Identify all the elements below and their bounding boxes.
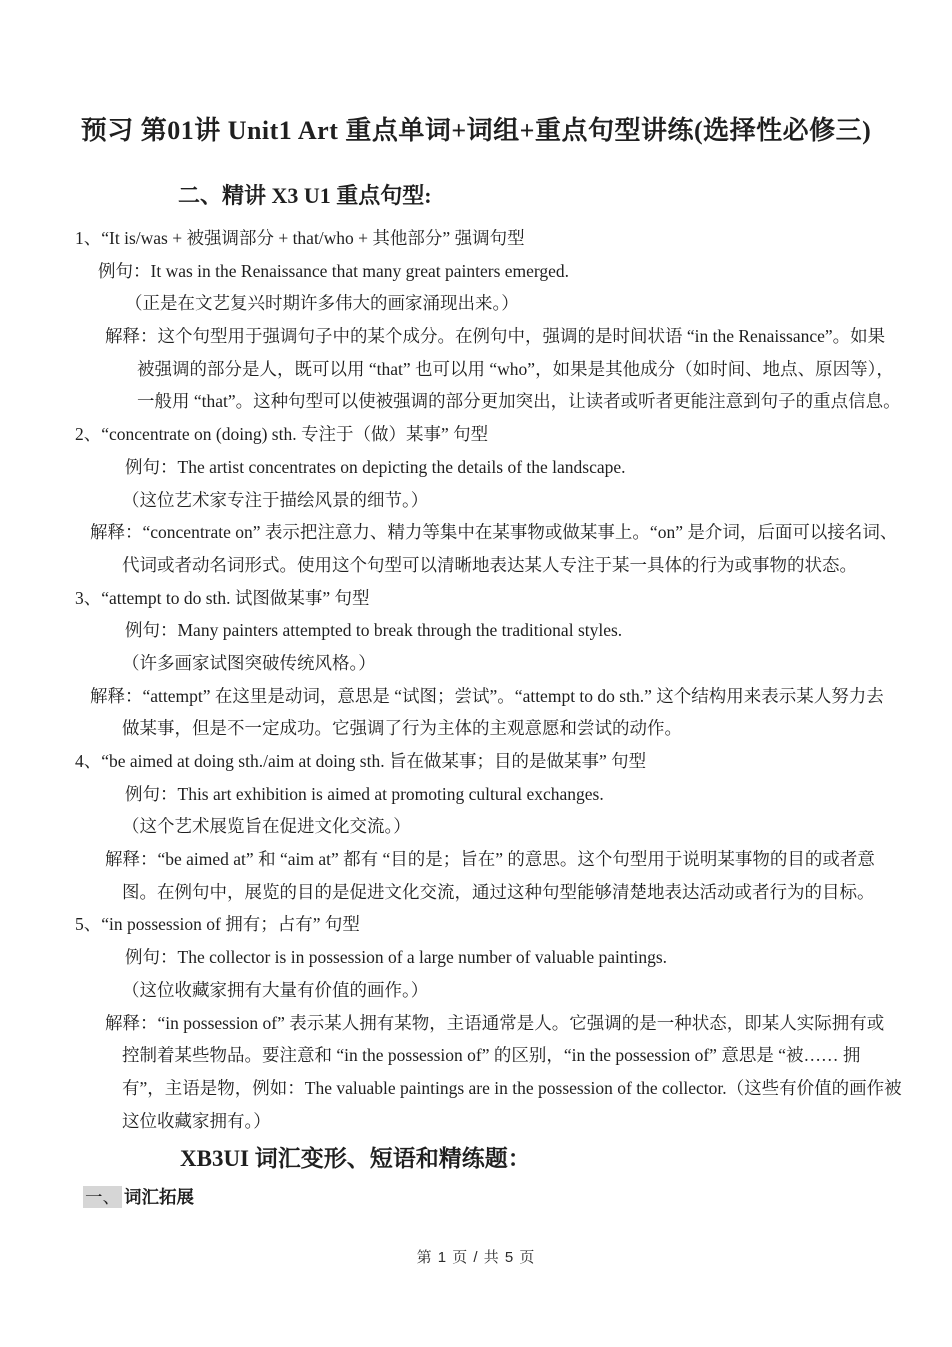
vocab-subsection-heading xyxy=(83,1184,194,1209)
explanation-continuation-line: 控制着某些物品。要注意和 “in the possession of” 的区别，“in the possession of” 意思是 “被…… 拥 xyxy=(122,1045,861,1066)
explanation-continuation-line: 这位收藏家拥有。） xyxy=(122,1110,271,1131)
example-sentence: 例句：This art exhibition is aimed at promoting cultural exchanges. xyxy=(125,783,604,804)
explanation-first-line: 解释：“in possession of” 表示某人拥有某物，主语通常是人。它强调的是一种状态，即某人实际拥有或 xyxy=(105,1012,885,1033)
example-sentence: 例句：The artist concentrates on depicting the details of the landscape. xyxy=(125,456,626,477)
example-translation: （这个艺术展览旨在促进文化交流。） xyxy=(122,816,411,837)
explanation-continuation-line: 做某事，但是不一定成功。它强调了行为主体的主观意愿和尝试的动作。 xyxy=(122,718,682,739)
explanation-first-line: 解释：“concentrate on” 表示把注意力、精力等集中在某事物或做某事上。“on” 是介词，后面可以接名词、 xyxy=(90,522,898,543)
explanation-continuation-line: 被强调的部分是人，既可以用 “that” 也可以用 “who”，如果是其他成分（如时间、地点、原因等）， xyxy=(137,358,894,379)
pattern-heading: 5、“in possession of 拥有；占有” 句型 xyxy=(75,914,360,935)
section-heading-key-patterns: 二、精讲 X3 U1 重点句型: xyxy=(178,183,432,208)
explanation-first-line: 解释：“attempt” 在这里是动词，意思是 “试图；尝试”。“attempt to do sth.” 这个结构用来表示某人努力去 xyxy=(90,685,884,706)
pattern-heading: 2、“concentrate on (doing) sth. 专注于（做）某事” 句型 xyxy=(75,424,489,445)
example-sentence: 例句：It was in the Renaissance that many great painters emerged. xyxy=(98,260,570,281)
example-translation: （正是在文艺复兴时期许多伟大的画家涌现出来。） xyxy=(125,293,519,314)
subsection-label: 词汇拓展 xyxy=(124,1187,194,1207)
example-sentence: 例句：Many painters attempted to break through the traditional styles. xyxy=(125,620,623,641)
example-sentence: 例句：The collector is in possession of a large number of valuable paintings. xyxy=(125,947,668,968)
example-translation: （这位艺术家专注于描绘风景的细节。） xyxy=(122,489,429,510)
page-footer: 第 1 页 / 共 5 页 xyxy=(416,1249,536,1266)
pattern-heading: 3、“attempt to do sth. 试图做某事” 句型 xyxy=(75,587,370,608)
explanation-continuation-line: 代词或者动名词形式。使用这个句型可以清晰地表达某人专注于某一具体的行为或事物的状态。 xyxy=(122,554,857,575)
example-translation: （许多画家试图突破传统风格。） xyxy=(122,652,376,673)
explanation-continuation-line: 一般用 “that”。这种句型可以使被强调的部分更加突出，让读者或听者更能注意到句子的重点信息。 xyxy=(137,391,901,412)
explanation-continuation-line: 有”，主语是物，例如：The valuable paintings are in the possession of the collector.（这些有价值的画作被 xyxy=(122,1077,902,1098)
document-body xyxy=(0,222,952,1137)
explanation-continuation-line: 图。在例句中，展览的目的是促进文化交流，通过这种句型能够清楚地表达活动或者行为的目标。 xyxy=(122,881,875,902)
subsection-marker-highlighted: 一、 xyxy=(85,1187,120,1207)
page-title: 预习 第01讲 Unit1 Art 重点单词+词组+重点句型讲练(选择性必修三) xyxy=(80,116,872,145)
vocab-section-heading: XB3UI 词汇变形、短语和精练题： xyxy=(180,1146,531,1171)
explanation-first-line: 解释：“be aimed at” 和 “aim at” 都有 “目的是；旨在” 的意思。这个句型用于说明某事物的目的或者意 xyxy=(105,849,875,870)
example-translation: （这位收藏家拥有大量有价值的画作。） xyxy=(122,979,429,1000)
pattern-heading: 1、“It is/was + 被强调部分 + that/who + 其他部分” 强调句型 xyxy=(75,228,525,248)
explanation-first-line: 解释：这个句型用于强调句子中的某个成分。在例句中，强调的是时间状语 “in the Renaissance”。如果 xyxy=(105,326,886,347)
pattern-heading: 4、“be aimed at doing sth./aim at doing sth. 旨在做某事；目的是做某事” 句型 xyxy=(75,751,647,771)
